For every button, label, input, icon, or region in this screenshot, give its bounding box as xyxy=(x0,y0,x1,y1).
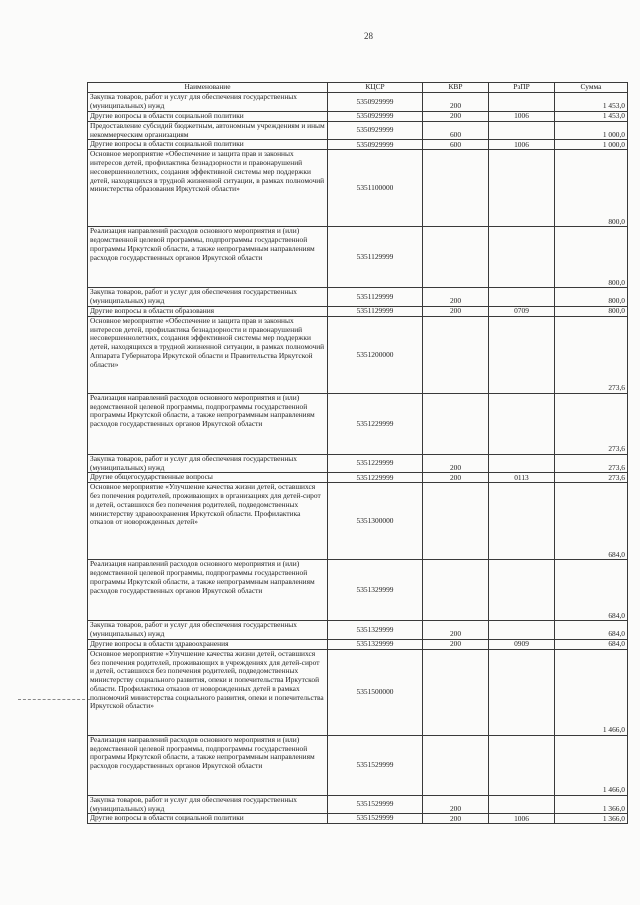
table-row xyxy=(88,316,628,393)
row-kcsr-cell: 5351129999 xyxy=(328,288,423,306)
row-name-cell: Закупка товаров, работ и услуг для обеспечения государственных (муниципальных) нужд xyxy=(88,93,328,112)
row-name-cell: Основное мероприятие «Обеспечение и защита прав и законных интересов детей, профилактика безнадзорности и правонарушений несовершеннолетних, создания эффективной системы мер поддержки детей, находящихся в трудной жизненной ситуации, в рамках полномочий министерства образования Иркутской области» xyxy=(88,150,328,227)
row-kvr-cell: 200 xyxy=(423,795,489,813)
row-name-cell: Другие общегосударственные вопросы xyxy=(88,473,328,483)
row-name-cell: Реализация направлений расходов основного мероприятия и (или) ведомственной целевой программы, подпрограммы государственной программы Иркутской области, а также непрограммным направлениям расходов государственных органов Иркутской области xyxy=(88,227,328,288)
row-sum-cell: 1 453,0 xyxy=(555,112,628,122)
table-row xyxy=(88,140,628,150)
table-row xyxy=(88,473,628,483)
page-number: 28 xyxy=(364,31,373,41)
row-rzpr-cell xyxy=(489,483,555,560)
row-name-cell: Основное мероприятие «Улучшение качества жизни детей, оставшихся без попечения родителей, проживающих в учреждениях для детей-сирот и детей, оставшихся без попечения родителей, подведомственных министерству социального развития, опеки и попечительства Иркутской области. Профилактика отказов от новорожденных детей в рамках полномочий министерства социального развития, опеки и попечительства Иркутской области» xyxy=(88,649,328,735)
row-kvr-cell: 200 xyxy=(423,621,489,639)
row-rzpr-cell: 0709 xyxy=(489,306,555,316)
row-sum-cell: 1 453,0 xyxy=(555,93,628,112)
row-rzpr-cell xyxy=(489,150,555,227)
row-kvr-cell: 200 xyxy=(423,473,489,483)
row-sum-cell: 684,0 xyxy=(555,639,628,649)
table-row xyxy=(88,560,628,621)
row-name-cell: Основное мероприятие «Обеспечение и защита прав и законных интересов детей, профилактика безнадзорности и правонарушений несовершеннолетних, создания эффективной системы мер поддержки детей, находящихся в трудной жизненной ситуации, в рамках полномочий Аппарата Губернатора Иркутской области и Правительства Иркутской области» xyxy=(88,316,328,393)
row-name-cell: Основное мероприятие «Улучшение качества жизни детей, оставшихся без попечения родителей, проживающих в организациях для детей-сирот и детей, оставшихся без попечения родителей, подведомственных министерству здравоохранения Иркутской области. Профилактика отказов от новорожденных детей» xyxy=(88,483,328,560)
header-name: Наименование xyxy=(88,83,328,93)
table-row xyxy=(88,227,628,288)
table-row xyxy=(88,621,628,639)
row-kcsr-cell: 5351129999 xyxy=(328,227,423,288)
row-kvr-cell: 200 xyxy=(423,639,489,649)
table-row xyxy=(88,288,628,306)
row-name-cell: Другие вопросы в области здравоохранения xyxy=(88,639,328,649)
row-sum-cell: 800,0 xyxy=(555,227,628,288)
row-sum-cell: 273,6 xyxy=(555,454,628,472)
row-kcsr-cell: 5351529999 xyxy=(328,814,423,824)
row-rzpr-cell xyxy=(489,795,555,813)
row-kcsr-cell: 5351300000 xyxy=(328,483,423,560)
row-kvr-cell: 600 xyxy=(423,122,489,140)
row-sum-cell: 1 366,0 xyxy=(555,814,628,824)
row-kcsr-cell: 5351129999 xyxy=(328,306,423,316)
row-rzpr-cell xyxy=(489,227,555,288)
row-kcsr-cell: 5351229999 xyxy=(328,473,423,483)
table-row xyxy=(88,639,628,649)
row-rzpr-cell xyxy=(489,288,555,306)
row-rzpr-cell xyxy=(489,393,555,454)
row-kcsr-cell: 5350929999 xyxy=(328,93,423,112)
row-sum-cell: 800,0 xyxy=(555,150,628,227)
row-kvr-cell: 200 xyxy=(423,306,489,316)
table-row xyxy=(88,122,628,140)
row-name-cell: Реализация направлений расходов основного мероприятия и (или) ведомственной целевой программы, подпрограммы государственной программы Иркутской области, а также непрограммным направлениям расходов государственных органов Иркутской области xyxy=(88,393,328,454)
table-row xyxy=(88,814,628,824)
row-rzpr-cell xyxy=(489,454,555,472)
row-kcsr-cell: 5351329999 xyxy=(328,621,423,639)
row-kvr-cell: 200 xyxy=(423,814,489,824)
row-rzpr-cell xyxy=(489,649,555,735)
row-rzpr-cell xyxy=(489,122,555,140)
row-name-cell: Реализация направлений расходов основного мероприятия и (или) ведомственной целевой программы, подпрограммы государственной программы Иркутской области, а также непрограммным направлениям расходов государственных органов Иркутской области xyxy=(88,560,328,621)
row-kvr-cell: 200 xyxy=(423,454,489,472)
row-kcsr-cell: 5351529999 xyxy=(328,735,423,795)
row-kcsr-cell: 5350929999 xyxy=(328,112,423,122)
row-sum-cell: 684,0 xyxy=(555,621,628,639)
row-kcsr-cell: 5351529999 xyxy=(328,795,423,813)
table-row xyxy=(88,93,628,112)
row-kcsr-cell: 5350929999 xyxy=(328,122,423,140)
row-kvr-cell xyxy=(423,735,489,795)
row-name-cell: Реализация направлений расходов основного мероприятия и (или) ведомственной целевой программы, подпрограммы государственной программы Иркутской области, а также непрограммным направлениям расходов государственных органов Иркутской области xyxy=(88,735,328,795)
row-kvr-cell xyxy=(423,316,489,393)
row-name-cell: Закупка товаров, работ и услуг для обеспечения государственных (муниципальных) нужд xyxy=(88,288,328,306)
row-kcsr-cell: 5351200000 xyxy=(328,316,423,393)
row-rzpr-cell: 1006 xyxy=(489,814,555,824)
row-kvr-cell xyxy=(423,150,489,227)
table-row xyxy=(88,483,628,560)
table-row xyxy=(88,649,628,735)
row-name-cell: Другие вопросы в области образования xyxy=(88,306,328,316)
row-kcsr-cell: 5351229999 xyxy=(328,393,423,454)
margin-scan-line xyxy=(18,699,90,700)
row-kcsr-cell: 5351329999 xyxy=(328,560,423,621)
row-kvr-cell: 200 xyxy=(423,112,489,122)
table-row xyxy=(88,735,628,795)
row-name-cell: Другие вопросы в области социальной политики xyxy=(88,814,328,824)
budget-table xyxy=(87,82,628,824)
row-name-cell: Закупка товаров, работ и услуг для обеспечения государственных (муниципальных) нужд xyxy=(88,621,328,639)
row-kvr-cell xyxy=(423,560,489,621)
row-sum-cell: 1 366,0 xyxy=(555,795,628,813)
row-name-cell: Другие вопросы в области социальной политики xyxy=(88,140,328,150)
row-kcsr-cell: 5351100000 xyxy=(328,150,423,227)
row-kvr-cell: 200 xyxy=(423,288,489,306)
row-kvr-cell xyxy=(423,393,489,454)
header-kvr: КВР xyxy=(423,83,489,93)
row-kvr-cell xyxy=(423,227,489,288)
row-rzpr-cell xyxy=(489,560,555,621)
table-row xyxy=(88,795,628,813)
row-sum-cell: 800,0 xyxy=(555,306,628,316)
row-kvr-cell xyxy=(423,649,489,735)
row-rzpr-cell: 1006 xyxy=(489,112,555,122)
table-row xyxy=(88,393,628,454)
row-name-cell: Другие вопросы в области социальной политики xyxy=(88,112,328,122)
table-row xyxy=(88,112,628,122)
table-row xyxy=(88,306,628,316)
row-kvr-cell xyxy=(423,483,489,560)
row-name-cell: Предоставление субсидий бюджетным, автономным учреждениям и иным некоммерческим организациям xyxy=(88,122,328,140)
row-kvr-cell: 600 xyxy=(423,140,489,150)
row-rzpr-cell: 1006 xyxy=(489,140,555,150)
row-rzpr-cell xyxy=(489,93,555,112)
row-name-cell: Закупка товаров, работ и услуг для обеспечения государственных (муниципальных) нужд xyxy=(88,795,328,813)
row-sum-cell: 684,0 xyxy=(555,560,628,621)
row-rzpr-cell xyxy=(489,621,555,639)
row-rzpr-cell xyxy=(489,735,555,795)
header-rzpr: РзПР xyxy=(489,83,555,93)
row-sum-cell: 1 466,0 xyxy=(555,735,628,795)
table-row xyxy=(88,454,628,472)
row-sum-cell: 684,0 xyxy=(555,483,628,560)
table-header-row xyxy=(88,83,628,93)
row-rzpr-cell xyxy=(489,316,555,393)
table-body xyxy=(88,93,628,824)
row-kcsr-cell: 5351500000 xyxy=(328,649,423,735)
row-name-cell: Закупка товаров, работ и услуг для обеспечения государственных (муниципальных) нужд xyxy=(88,454,328,472)
header-kcsr: КЦСР xyxy=(328,83,423,93)
table-row xyxy=(88,150,628,227)
row-rzpr-cell: 0113 xyxy=(489,473,555,483)
row-kvr-cell: 200 xyxy=(423,93,489,112)
row-sum-cell: 273,6 xyxy=(555,393,628,454)
row-sum-cell: 273,6 xyxy=(555,473,628,483)
row-rzpr-cell: 0909 xyxy=(489,639,555,649)
header-sum: Сумма xyxy=(555,83,628,93)
row-sum-cell: 1 000,0 xyxy=(555,140,628,150)
row-kcsr-cell: 5351329999 xyxy=(328,639,423,649)
row-sum-cell: 1 466,0 xyxy=(555,649,628,735)
row-sum-cell: 800,0 xyxy=(555,288,628,306)
row-sum-cell: 273,6 xyxy=(555,316,628,393)
row-kcsr-cell: 5351229999 xyxy=(328,454,423,472)
row-sum-cell: 1 000,0 xyxy=(555,122,628,140)
row-kcsr-cell: 5350929999 xyxy=(328,140,423,150)
